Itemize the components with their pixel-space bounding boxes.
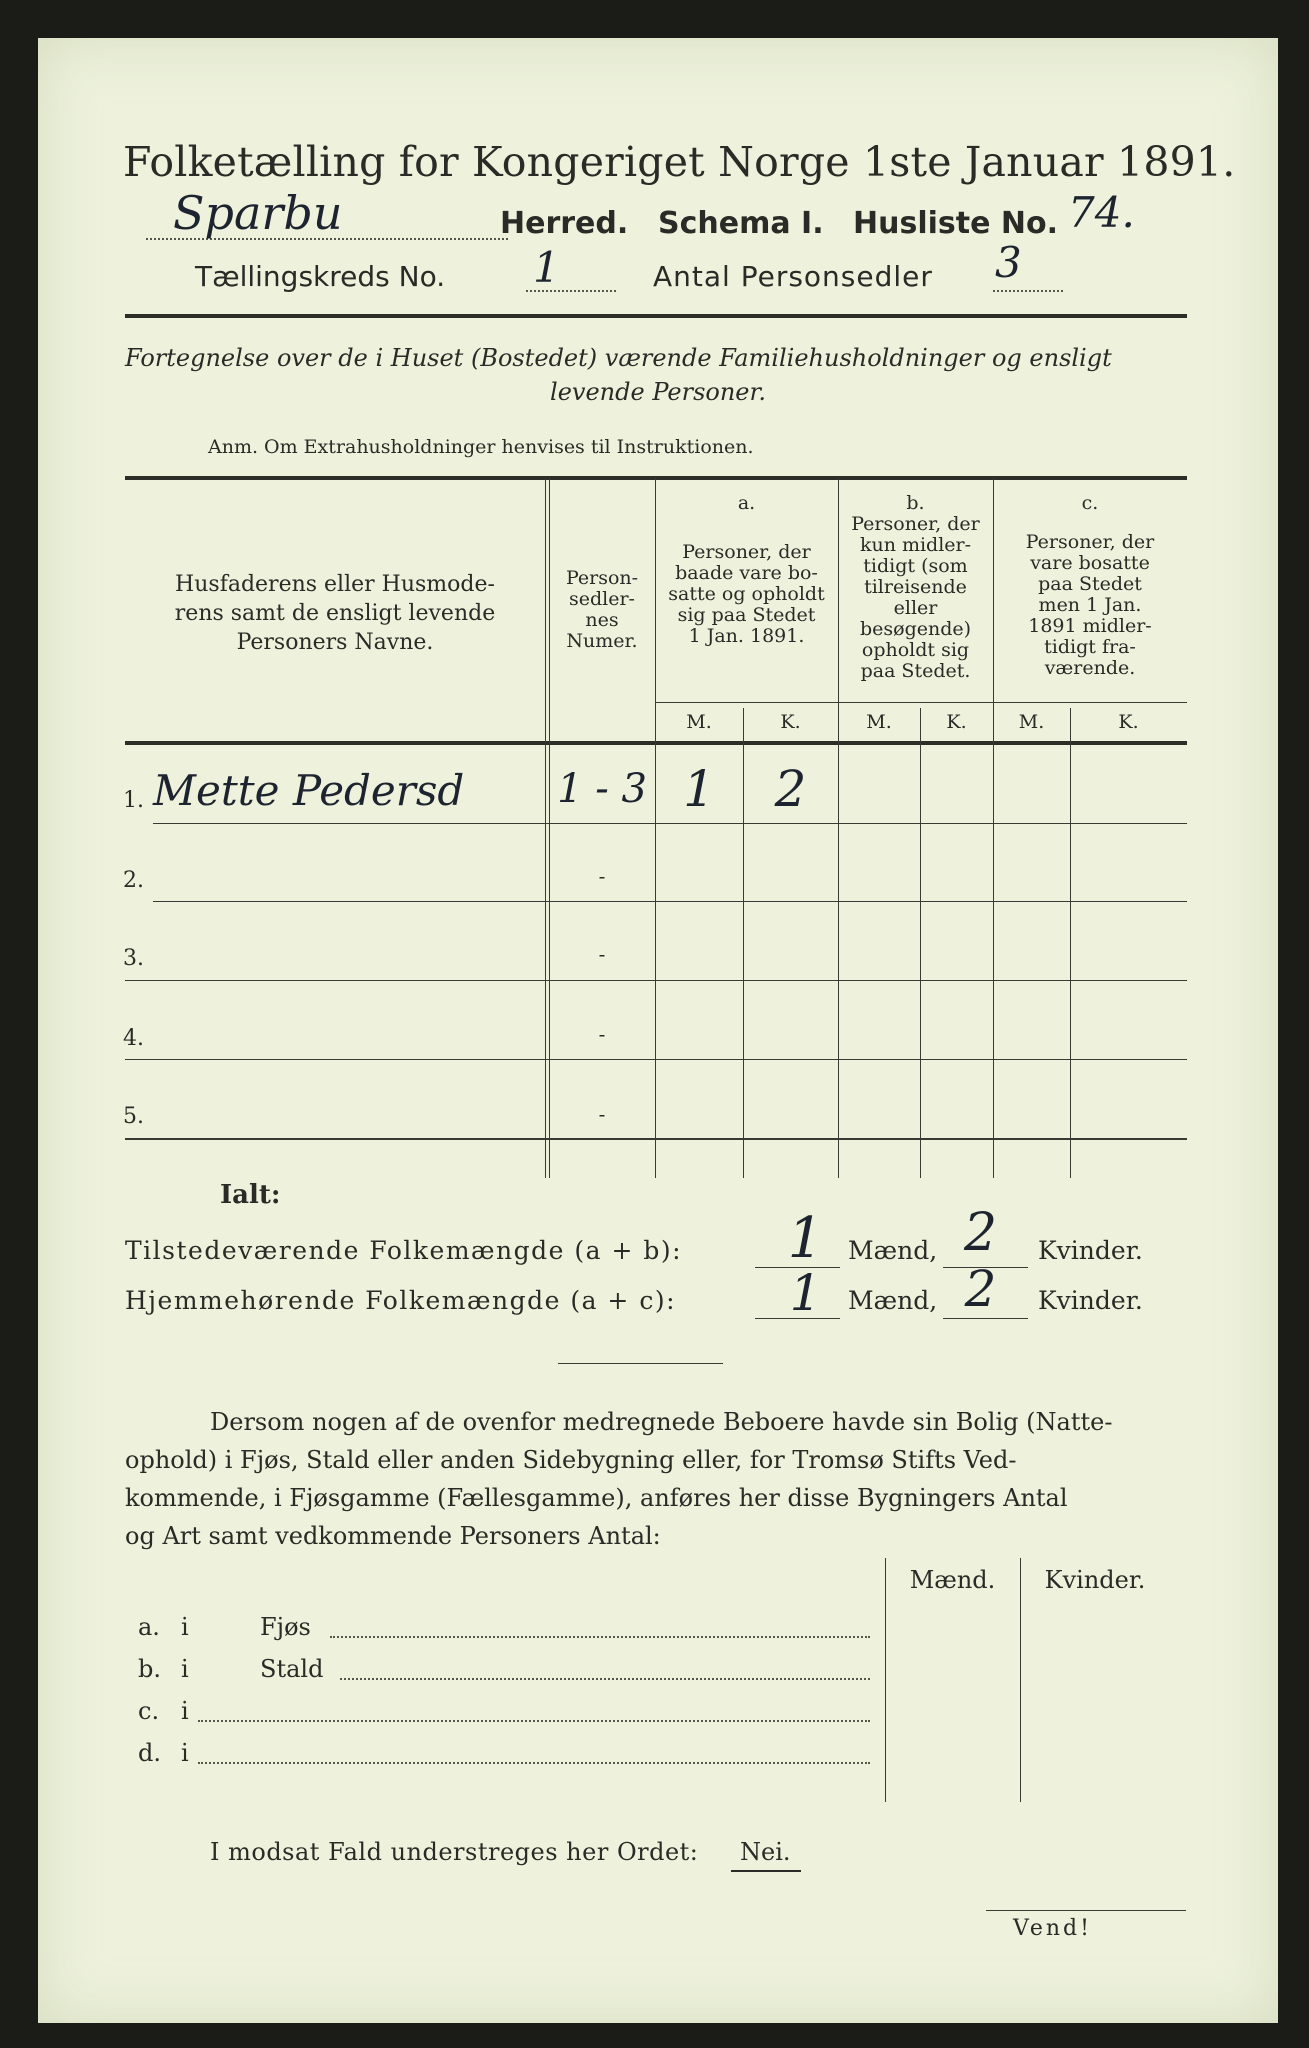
vend-text: Vend! — [1013, 1916, 1092, 1941]
col-a-m: M. — [686, 711, 712, 733]
item-b-letter: b. — [138, 1655, 161, 1683]
item-b-i: i — [181, 1655, 189, 1683]
row-1-name: Mette Pedersd — [153, 766, 465, 815]
item-b-label: Stald — [260, 1655, 324, 1683]
col-b-k: K. — [946, 711, 967, 733]
total-present-label: Tilstedeværende Folkemængde (a + b): — [125, 1236, 683, 1265]
col-header-a-letter: a. — [737, 492, 756, 514]
col-header-b-letter: b. — [906, 492, 925, 514]
col-header-num: Person- sedler- nes Numer. — [565, 567, 639, 652]
item-d-letter: d. — [138, 1739, 161, 1767]
husliste-label: Husliste No. — [853, 206, 1058, 241]
row-2-no: 2. — [123, 868, 144, 893]
row-1-num: 1 - 3 — [557, 766, 647, 812]
mk-header-rule — [655, 702, 1187, 703]
herred-label: Herred. — [500, 206, 629, 241]
total-present-women: 2 — [963, 1203, 998, 1263]
total-resident-label: Hjemmehørende Folkemængde (a + c): — [125, 1286, 676, 1315]
row-3-no: 3. — [123, 946, 144, 971]
row-5-num: - — [598, 1102, 606, 1126]
col-header-c-letter: c. — [1081, 492, 1099, 514]
total-resident-women: 2 — [964, 1260, 997, 1318]
nei-underline — [731, 1870, 801, 1872]
header-rule — [125, 314, 1187, 318]
item-a-label: Fjøs — [260, 1613, 311, 1641]
col-c-k: K. — [1118, 711, 1139, 733]
separator-rule — [558, 1363, 723, 1364]
antal-label: Antal Personsedler — [653, 260, 933, 293]
total-present-kvinder: Kvinder. — [1038, 1236, 1143, 1265]
item-c-i: i — [181, 1697, 189, 1725]
row-1-a-k: 2 — [774, 760, 807, 818]
kreds-dotted-line — [526, 290, 616, 292]
row-1-rule — [153, 823, 1187, 824]
item-d-i: i — [181, 1739, 189, 1767]
form-title: Folketælling for Kongeriget Norge 1ste Januar 1891. — [123, 138, 1236, 186]
husliste-value: 74. — [1068, 188, 1135, 237]
total-resident-men: 1 — [789, 1264, 822, 1322]
row-2-rule — [153, 901, 1187, 902]
nei-word: Nei. — [740, 1838, 791, 1866]
row-1-a-m: 1 — [683, 760, 715, 818]
antal-value: 3 — [995, 238, 1022, 287]
buildings-maend-head: Mænd. — [909, 1566, 996, 1594]
row-2-num: - — [598, 864, 606, 888]
total-present-men: 1 — [787, 1206, 824, 1271]
total-resident-kvinder: Kvinder. — [1038, 1286, 1143, 1315]
item-a-i: i — [181, 1613, 189, 1641]
row-3-rule — [125, 980, 1187, 981]
total-present-maend: Mænd, — [848, 1236, 938, 1265]
col-a-k: K. — [780, 711, 801, 733]
col-header-c: Personer, der vare bosatte paa Stedet men 1 Jan. 1891 midler- tidigt fra- værende. — [1025, 531, 1155, 679]
item-a-letter: a. — [138, 1613, 160, 1641]
row-4-num: - — [598, 1022, 606, 1046]
row-4-rule — [125, 1059, 1187, 1060]
census-form-page — [38, 38, 1278, 2023]
intro-line-2: levende Personer. — [550, 378, 766, 406]
row-3-num: - — [598, 942, 606, 966]
buildings-kvinder-head: Kvinder. — [1044, 1566, 1146, 1594]
schema-label: Schema I. — [658, 206, 824, 241]
col-divider-name — [545, 478, 546, 1178]
kreds-label: Tællingskreds No. — [195, 260, 446, 293]
row-4-no: 4. — [123, 1026, 144, 1051]
herred-value: Sparbu — [173, 186, 343, 240]
row-1-no: 1. — [123, 788, 144, 813]
col-b-m: M. — [866, 711, 892, 733]
anm-note: Anm. Om Extrahusholdninger henvises til Instruktionen. — [208, 436, 754, 458]
total-resident-maend: Mænd, — [848, 1286, 938, 1315]
row-5-no: 5. — [123, 1104, 144, 1129]
table-bottom-rule — [125, 1138, 1187, 1140]
note-line-3: kommende, i Fjøsgamme (Fællesgamme), anføres her disse Bygningers Antal — [125, 1484, 1068, 1512]
kreds-value: 1 — [533, 243, 560, 292]
col-header-b: Personer, der kun midler- tidigt (som tilreisende eller besøgende) opholdt sig paa Stedet. — [851, 513, 980, 682]
note-line-4: og Art samt vedkommende Personers Antal: — [125, 1522, 661, 1550]
col-c-m: M. — [1018, 711, 1045, 733]
col-header-name: Husfaderens eller Husmode- rens samt de ensligt levende Personers Navne. — [174, 572, 496, 655]
modsat-text: I modsat Fald understreges her Ordet: — [210, 1838, 699, 1866]
table-header-rule — [125, 741, 1187, 745]
note-line-1: Dersom nogen af de ovenfor medregnede Beboere havde sin Bolig (Natte- — [210, 1408, 1113, 1436]
note-line-2: ophold) i Fjøs, Stald eller anden Sidebygning eller, for Tromsø Stifts Ved- — [125, 1446, 1017, 1474]
col-header-a: Personer, der baade vare bo- satte og opholdt sig paa Stedet 1 Jan. 1891. — [668, 541, 825, 647]
table-top-rule — [125, 476, 1187, 480]
antal-dotted-line — [993, 290, 1063, 292]
intro-line-1: Fortegnelse over de i Huset (Bostedet) værende Familiehusholdninger og ensligt — [125, 344, 1112, 372]
item-c-letter: c. — [138, 1697, 160, 1725]
ialt-label: Ialt: — [220, 1180, 281, 1210]
